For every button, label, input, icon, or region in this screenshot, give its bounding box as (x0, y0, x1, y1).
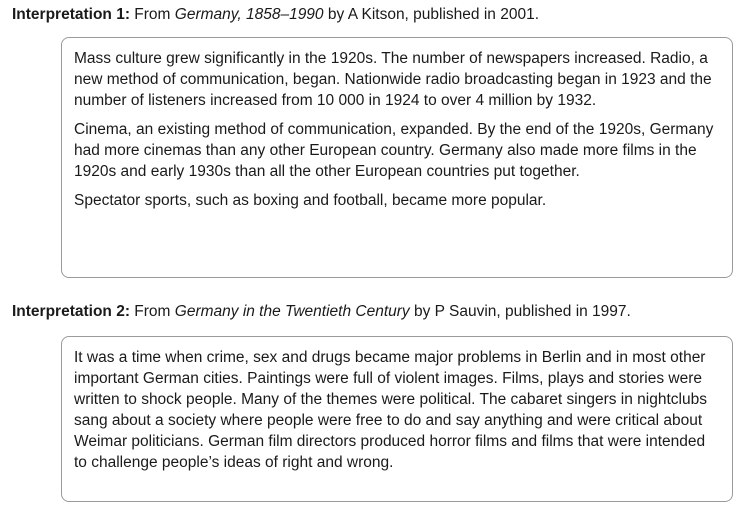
interpretation-1-extract-box (61, 37, 733, 278)
interpretation-1-paragraph: Cinema, an existing method of communication, expanded. By the end of the 1920s, Germany had more cinemas than any other European country. Germany also made more films in the 1920s and early 1930s than all the other European countries put together. (74, 121, 714, 180)
interpretation-1-paragraph: Mass culture grew significantly in the 1920s. The number of newspapers increased. Radio, a new method of communication, began. Nationwide radio broadcasting began in 1923 and the number of listeners increased from 10 000 in 1924 to over 4 million by 1932. (74, 50, 712, 109)
interpretation-2-paragraph: It was a time when crime, sex and drugs became major problems in Berlin and in most other important German cities. Paintings were full of violent images. Films, plays and stories were written to shock people. Many of the themes were political. The cabaret singers in nightclubs sang about a society where people were free to do and say anything and were critical about Weimar politicians. German film directors produced horror films and films that were intended to challenge people’s ideas of right and wrong. (74, 349, 707, 471)
interpretation-2-label: Interpretation 2: (12, 303, 130, 320)
interpretation-1-attribution: by A Kitson, published in 2001. (323, 6, 539, 23)
interpretation-2-heading (12, 302, 631, 322)
interpretation-2-extract-box (61, 336, 733, 502)
interpretation-2-from: From (129, 303, 175, 320)
interpretation-2-book-title: Germany in the Twentieth Century (174, 303, 410, 320)
interpretation-1-from: From (129, 6, 175, 23)
interpretation-1-book-title: Germany, 1858–1990 (174, 6, 324, 23)
interpretation-2-attribution: by P Sauvin, published in 1997. (409, 303, 631, 320)
interpretation-1-heading (12, 5, 539, 25)
interpretation-1-paragraph: Spectator sports, such as boxing and football, became more popular. (74, 192, 547, 209)
interpretation-1-label: Interpretation 1: (12, 6, 130, 23)
